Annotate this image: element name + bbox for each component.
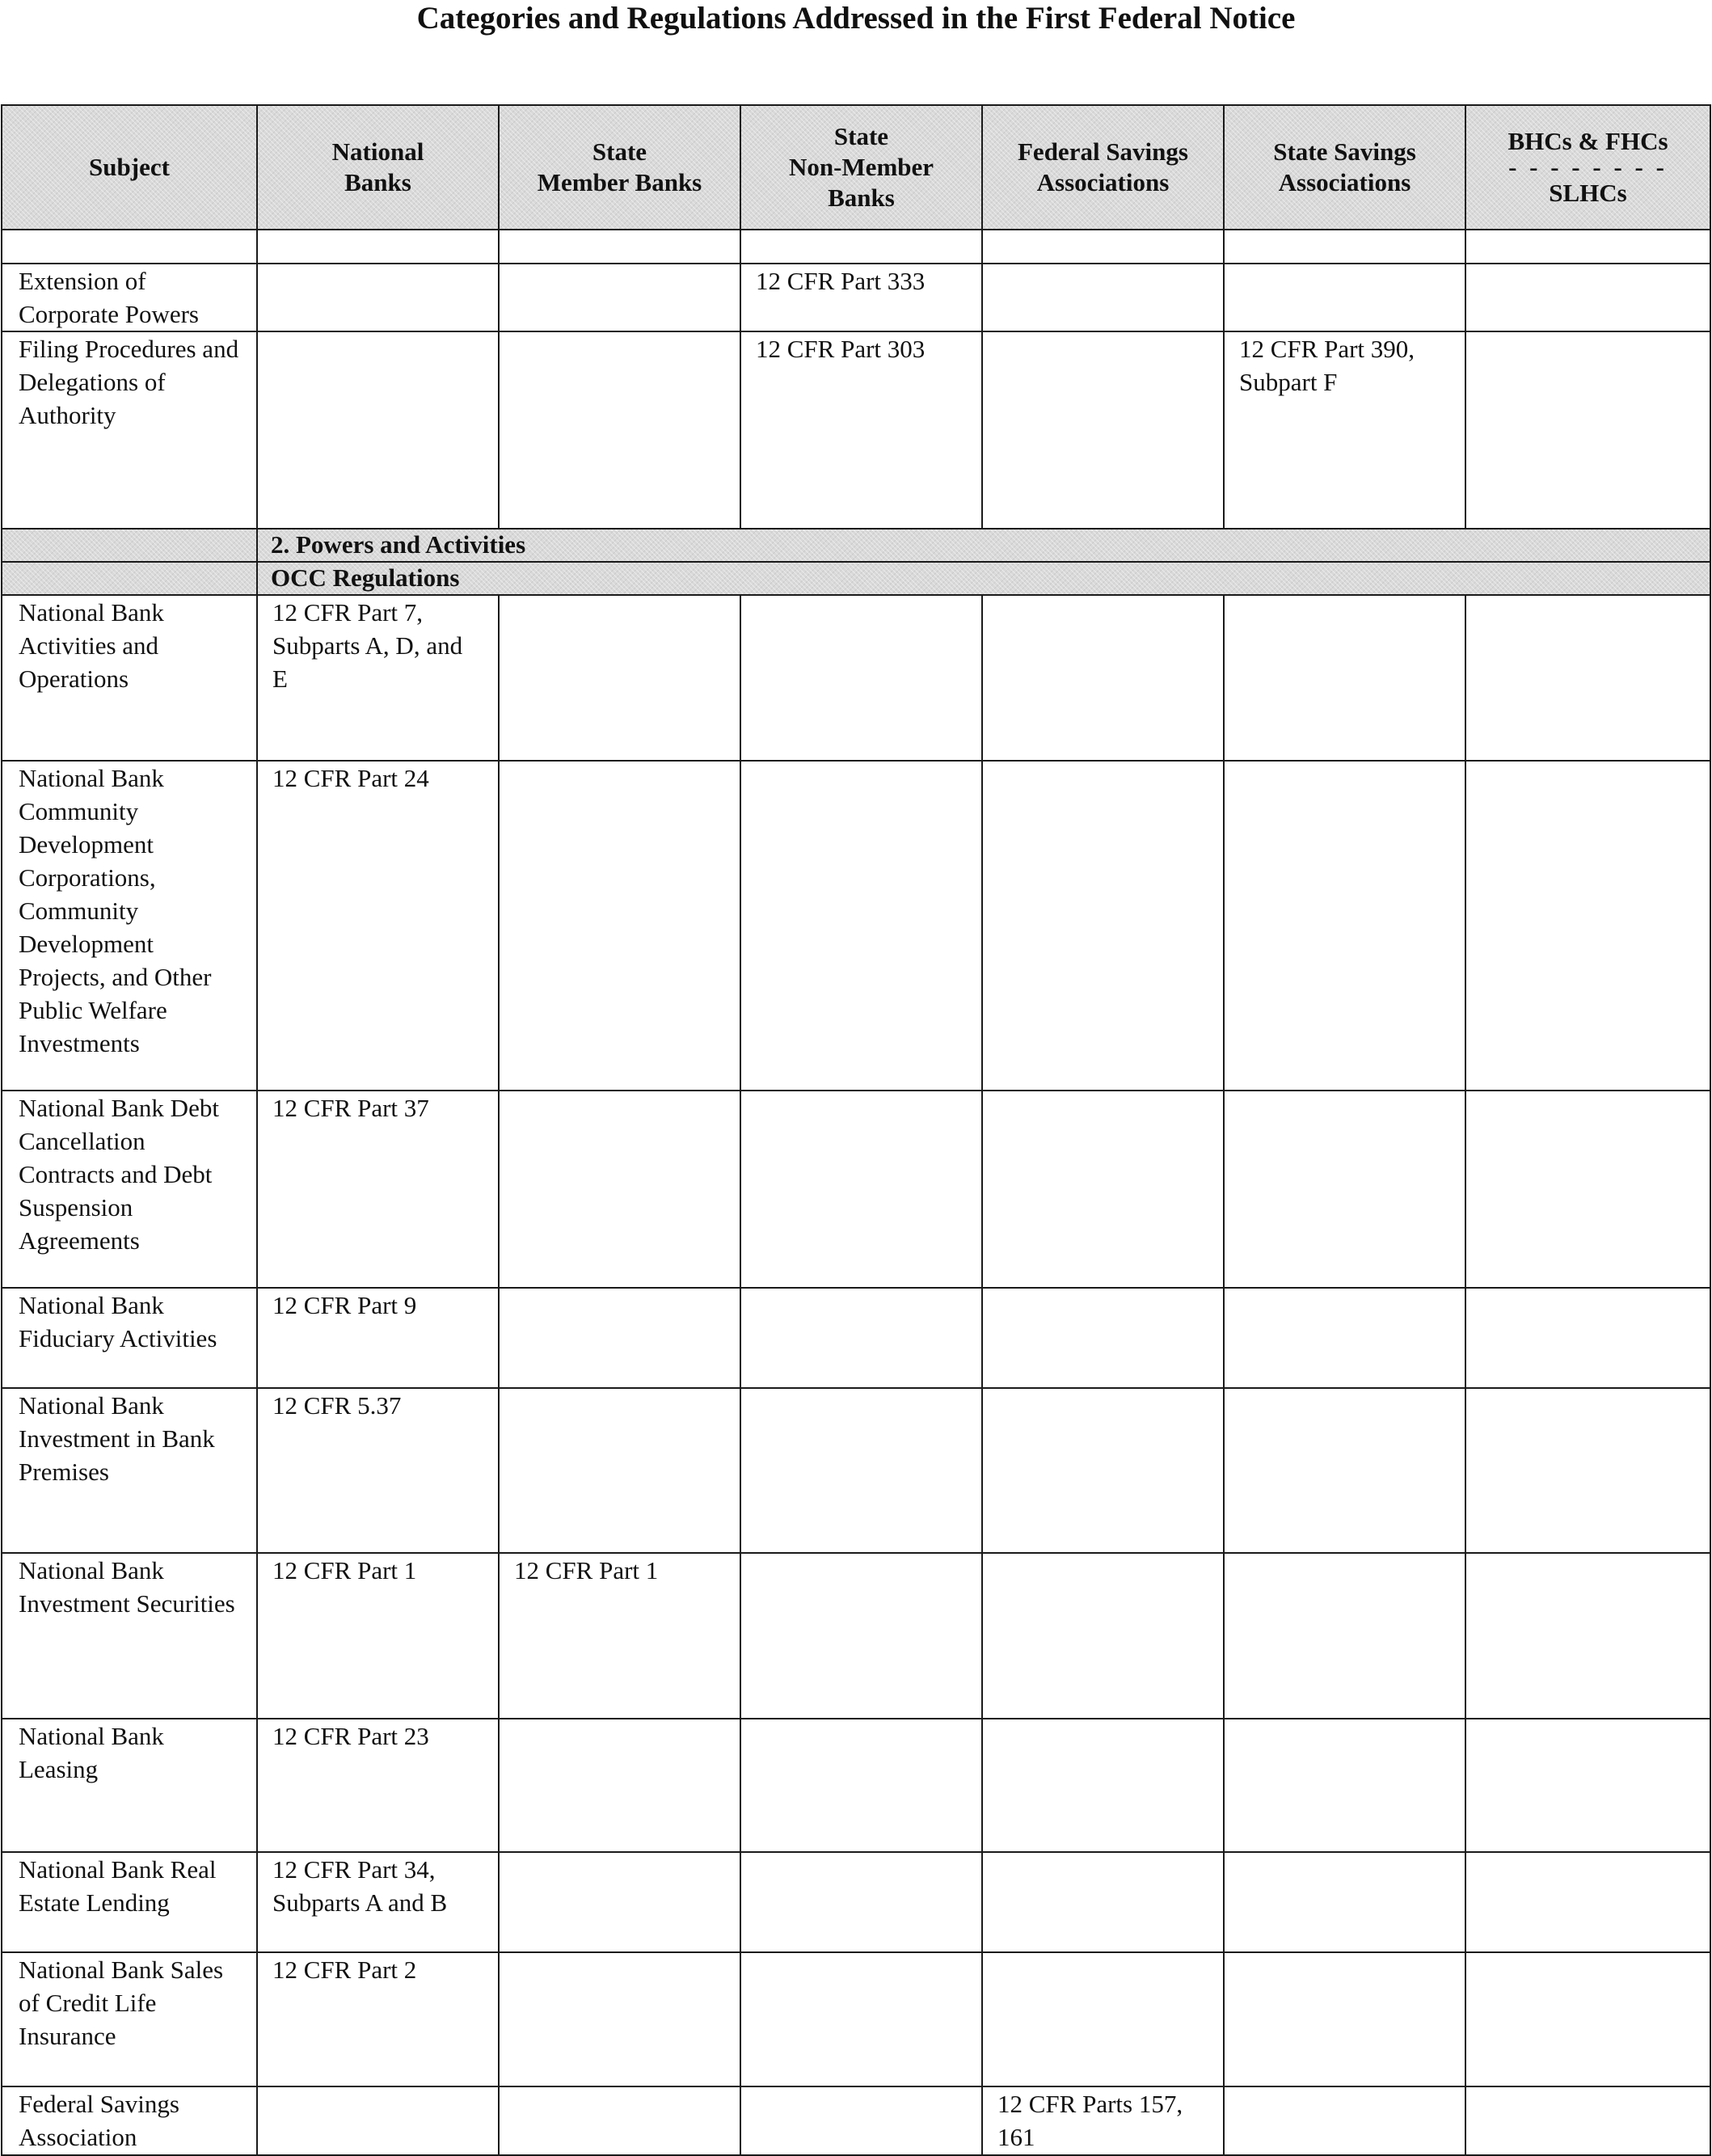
bhcs-slhcs-cell [1465, 1091, 1710, 1288]
national-banks-cell: 12 CFR Part 23 [257, 1719, 499, 1852]
federal-savings-associations-cell [982, 331, 1224, 529]
section-subheading-row [2, 562, 1710, 595]
state-savings-associations-cell [1224, 595, 1465, 761]
state-member-banks-cell [499, 1091, 740, 1288]
federal-savings-associations-cell [982, 230, 1224, 264]
federal-savings-associations-cell [982, 761, 1224, 1091]
state-member-banks-cell [499, 230, 740, 264]
state-savings-associations-cell [1224, 1091, 1465, 1288]
national-banks-cell [257, 2086, 499, 2155]
bhcs-slhcs-cell [1465, 1852, 1710, 1952]
state-savings-associations-cell: 12 CFR Part 390, Subpart F [1224, 331, 1465, 529]
bhcs-slhcs-cell [1465, 1388, 1710, 1553]
state-nonmember-banks-cell [740, 1553, 982, 1719]
bhcs-slhcs-cell [1465, 331, 1710, 529]
bhcs-slhcs-cell [1465, 1553, 1710, 1719]
section-subheading: OCC Regulations [257, 562, 1710, 595]
bhcs-slhcs-cell [1465, 1288, 1710, 1388]
header-state-nonmember-banks: State Non-Member Banks [740, 105, 982, 230]
state-member-banks-cell [499, 1288, 740, 1388]
national-banks-cell: 12 CFR 5.37 [257, 1388, 499, 1553]
bhcs-slhcs-cell [1465, 2086, 1710, 2155]
state-nonmember-banks-cell [740, 1952, 982, 2086]
state-nonmember-banks-cell [740, 230, 982, 264]
state-member-banks-cell [499, 1952, 740, 2086]
national-banks-cell [257, 331, 499, 529]
subject-cell [2, 230, 257, 264]
state-member-banks-cell [499, 1719, 740, 1852]
state-savings-associations-cell [1224, 1852, 1465, 1952]
table-row [2, 264, 1710, 331]
header-bhcs-slhcs: BHCs & FHCs - - - - - - - - SLHCs [1465, 105, 1710, 230]
subject-cell: Filing Procedures and Delegations of Authority [2, 331, 257, 529]
header-federal-savings-associations: Federal Savings Associations [982, 105, 1224, 230]
state-savings-associations-cell [1224, 230, 1465, 264]
state-savings-associations-cell [1224, 761, 1465, 1091]
table-row [2, 1852, 1710, 1952]
subject-cell: National Bank Investment Securities [2, 1553, 257, 1719]
national-banks-cell: 12 CFR Part 9 [257, 1288, 499, 1388]
subject-cell: National Bank Real Estate Lending [2, 1852, 257, 1952]
subject-cell: National Bank Debt Cancellation Contracts and Debt Suspension Agreements [2, 1091, 257, 1288]
national-banks-cell: 12 CFR Part 1 [257, 1553, 499, 1719]
national-banks-cell: 12 CFR Part 37 [257, 1091, 499, 1288]
table-row [2, 761, 1710, 1091]
state-savings-associations-cell [1224, 1719, 1465, 1852]
state-savings-associations-cell [1224, 1388, 1465, 1553]
federal-savings-associations-cell [982, 1091, 1224, 1288]
subject-cell: Federal Savings Association [2, 2086, 257, 2155]
bhcs-slhcs-cell [1465, 230, 1710, 264]
bhcs-slhcs-cell [1465, 264, 1710, 331]
table-row [2, 331, 1710, 529]
federal-savings-associations-cell [982, 1553, 1224, 1719]
state-member-banks-cell [499, 2086, 740, 2155]
table-row [2, 1952, 1710, 2086]
state-member-banks-cell [499, 1388, 740, 1553]
subject-cell: Extension of Corporate Powers [2, 264, 257, 331]
national-banks-cell [257, 230, 499, 264]
section-heading: 2. Powers and Activities [257, 529, 1710, 562]
state-member-banks-cell [499, 331, 740, 529]
subject-cell: National Bank Sales of Credit Life Insurance [2, 1952, 257, 2086]
state-nonmember-banks-cell [740, 761, 982, 1091]
section-header [2, 529, 1710, 595]
regulations-table [1, 104, 1711, 2156]
state-member-banks-cell [499, 595, 740, 761]
state-savings-associations-cell [1224, 1952, 1465, 2086]
national-banks-cell: 12 CFR Part 24 [257, 761, 499, 1091]
table-row [2, 1091, 1710, 1288]
state-savings-associations-cell [1224, 1288, 1465, 1388]
section-spacer [2, 529, 257, 562]
state-member-banks-cell: 12 CFR Part 1 [499, 1553, 740, 1719]
federal-savings-associations-cell [982, 1288, 1224, 1388]
state-nonmember-banks-cell [740, 1388, 982, 1553]
state-member-banks-cell [499, 264, 740, 331]
federal-savings-associations-cell [982, 595, 1224, 761]
header-state-savings-associations: State Savings Associations [1224, 105, 1465, 230]
section-heading-row [2, 529, 1710, 562]
table-row [2, 230, 1710, 264]
header-state-member-banks: State Member Banks [499, 105, 740, 230]
state-nonmember-banks-cell [740, 1091, 982, 1288]
national-banks-cell: 12 CFR Part 7, Subparts A, D, and E [257, 595, 499, 761]
header-subject: Subject [2, 105, 257, 230]
state-nonmember-banks-cell: 12 CFR Part 303 [740, 331, 982, 529]
state-nonmember-banks-cell: 12 CFR Part 333 [740, 264, 982, 331]
state-member-banks-cell [499, 761, 740, 1091]
national-banks-cell: 12 CFR Part 34, Subparts A and B [257, 1852, 499, 1952]
state-member-banks-cell [499, 1852, 740, 1952]
federal-savings-associations-cell [982, 1852, 1224, 1952]
federal-savings-associations-cell [982, 1952, 1224, 2086]
table-row [2, 2086, 1710, 2155]
bhcs-slhcs-cell [1465, 761, 1710, 1091]
bhcs-slhcs-cell [1465, 1719, 1710, 1852]
table-row [2, 595, 1710, 761]
subject-cell: National Bank Community Development Corporations, Community Development Projects, and Other Public Welfare Investments [2, 761, 257, 1091]
bhcs-slhcs-cell [1465, 1952, 1710, 2086]
header-national-banks: National Banks [257, 105, 499, 230]
subject-cell: National Bank Investment in Bank Premises [2, 1388, 257, 1553]
state-savings-associations-cell [1224, 1553, 1465, 1719]
national-banks-cell: 12 CFR Part 2 [257, 1952, 499, 2086]
federal-savings-associations-cell [982, 1388, 1224, 1553]
state-nonmember-banks-cell [740, 595, 982, 761]
header-row [2, 105, 1710, 230]
federal-savings-associations-cell: 12 CFR Parts 157, 161 [982, 2086, 1224, 2155]
state-nonmember-banks-cell [740, 1719, 982, 1852]
federal-savings-associations-cell [982, 264, 1224, 331]
table-row [2, 1719, 1710, 1852]
section-spacer [2, 562, 257, 595]
subject-cell: National Bank Leasing [2, 1719, 257, 1852]
subject-cell: National Bank Activities and Operations [2, 595, 257, 761]
table-row [2, 1288, 1710, 1388]
table-body-bottom [2, 595, 1710, 2155]
document-title: Categories and Regulations Addressed in the First Federal Notice [416, 1, 1296, 36]
state-nonmember-banks-cell [740, 2086, 982, 2155]
federal-savings-associations-cell [982, 1719, 1224, 1852]
state-savings-associations-cell [1224, 2086, 1465, 2155]
state-savings-associations-cell [1224, 264, 1465, 331]
subject-cell: National Bank Fiduciary Activities [2, 1288, 257, 1388]
state-nonmember-banks-cell [740, 1852, 982, 1952]
bhcs-slhcs-cell [1465, 595, 1710, 761]
table-row [2, 1553, 1710, 1719]
national-banks-cell [257, 264, 499, 331]
table-body-top [2, 230, 1710, 529]
table-row [2, 1388, 1710, 1553]
state-nonmember-banks-cell [740, 1288, 982, 1388]
